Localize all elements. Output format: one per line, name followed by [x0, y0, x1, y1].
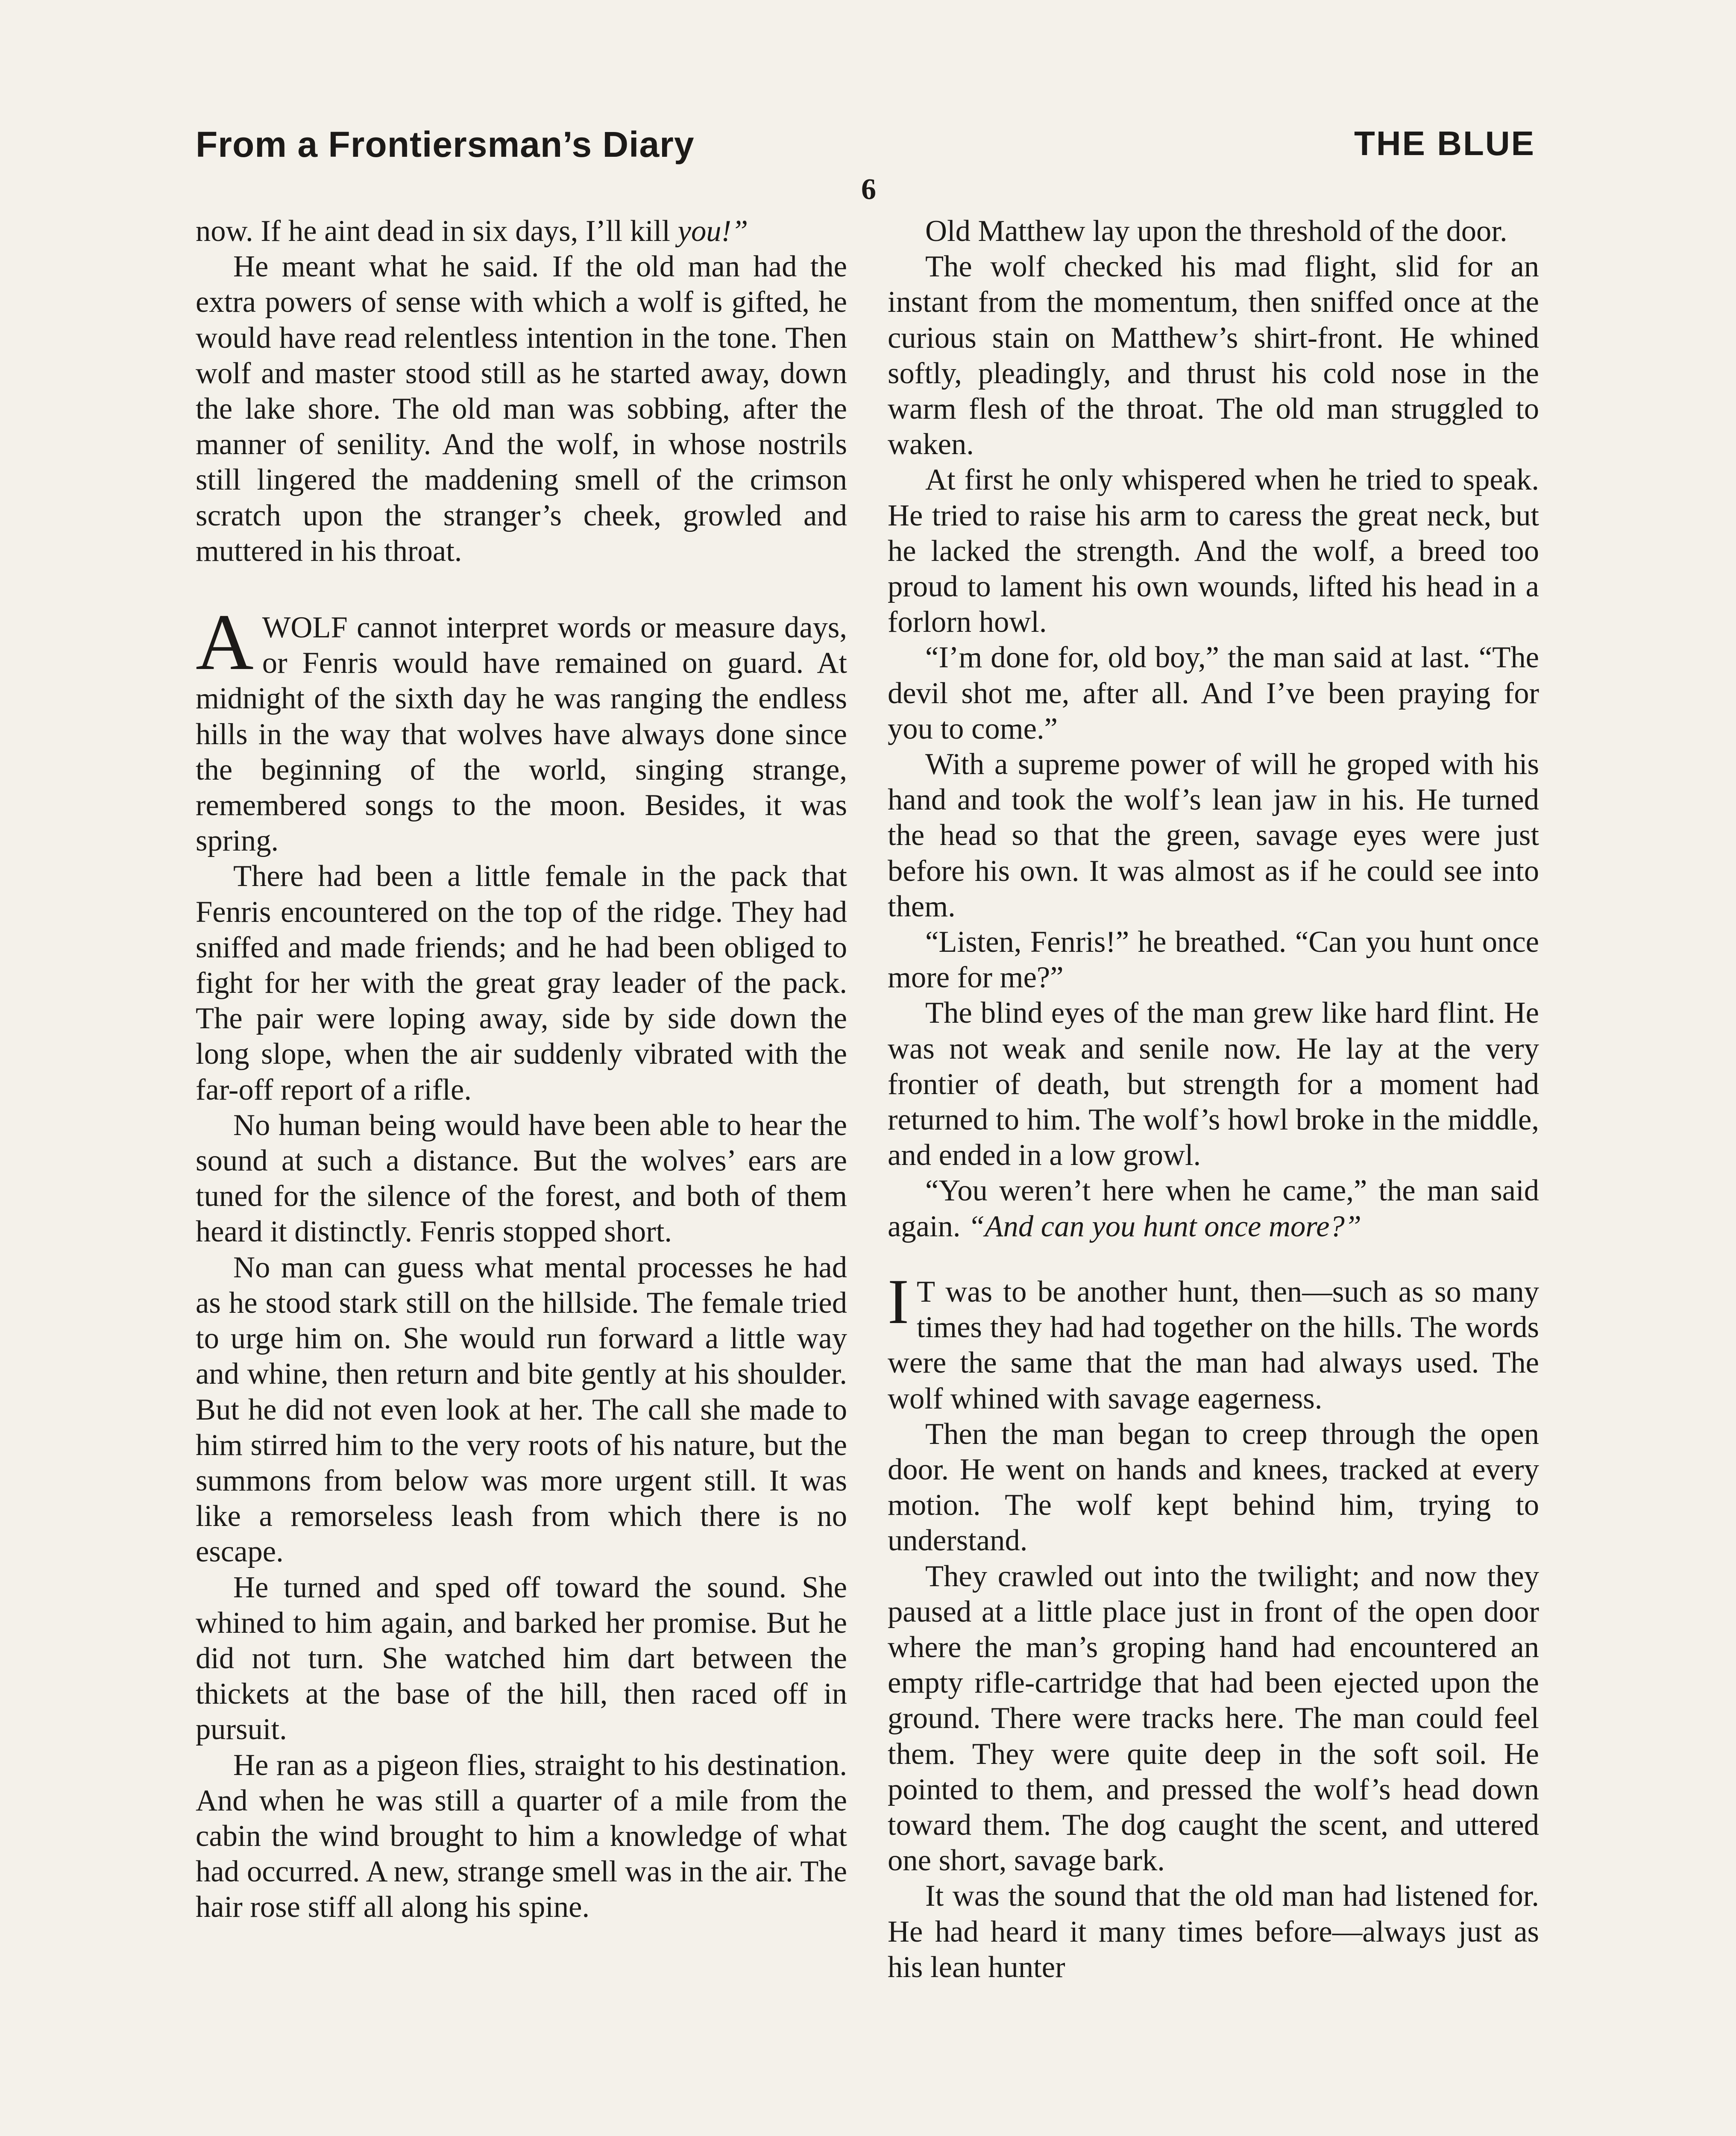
right-column [888, 214, 1539, 1985]
story-title: From a Frontiersman’s Diary [196, 124, 695, 164]
left-column [196, 214, 847, 1925]
paragraph: The wolf checked his mad flight, slid for an instant from the momentum, then sniffed once at the curious stain on Matthew’s shirt-front. He whined softly, pleadingly, and thrust his cold nose in the warm flesh of the throat. The old man struggled to waken. [888, 250, 1539, 461]
paragraph: now. If he aint dead in six days, I’ll kill you!” [196, 214, 748, 248]
paragraph: No human being would have been able to hear the sound at such a distance. But the wolves’ ears are tuned for the silence of the forest, and both of them heard it distinctly. Fenris stopped short. [196, 1108, 847, 1249]
paragraph: Then the man began to creep through the open door. He went on hands and knees, tracked at every motion. The wolf kept behind him, trying to understand. [888, 1417, 1539, 1558]
paragraph: He turned and sped off toward the sound. She whined to him again, and barked her promise. But he did not turn. She watched him dart between the thickets at the base of the hill, then raced off in pursuit. [196, 1570, 847, 1746]
paragraph: He ran as a pigeon flies, straight to his destination. And when he was still a quarter of a mile from the cabin the wind brought to him a knowledge of what had occurred. A new, strange smell was in the air. The hair rose stiff all along his spine. [196, 1748, 847, 1924]
paragraph: “You weren’t here when he came,” the man said again. “And can you hunt once more?” [888, 1174, 1539, 1243]
drop-cap: A [196, 597, 254, 687]
paragraph: The blind eyes of the man grew like hard flint. He was not weak and senile now. He lay at the very frontier of death, but strength for a moment had returned to him. The wolf’s howl broke in the middle, and ended in a low growl. [888, 996, 1539, 1172]
section-opening-paragraph: AWOLF cannot interpret words or measure days, or Fenris would have remained on guard. At midnight of the sixth day he was ranging the endless hills in the way that wolves have always done since the beginning of the world, singing strange, remembered songs to the moon. Besides, it was spring. [196, 597, 847, 858]
drop-cap: I [888, 1266, 909, 1337]
paragraph: Old Matthew lay upon the threshold of the door. [925, 214, 1507, 248]
paragraph: There had been a little female in the pack that Fenris encountered on the top of the ridge. They had sniffed and made friends; and he had been obliged to fight for her with the great gray leader of the pack. The pair were loping away, side by side down the long slope, when the air suddenly vibrated with the far-off report of a rifle. [196, 860, 847, 1106]
paragraph: It was the sound that the old man had listened for. He had heard it many times before—always just as his lean hunter [888, 1879, 1539, 1984]
paragraph: They crawled out into the twilight; and now they paused at a little place just in front of the open door where the man’s groping hand had encountered an empty rifle-cartridge that had been ejected upon the ground. There were tracks here. The man could feel them. They were quite deep in the soft soil. He pointed to them, and pressed the wolf’s head down toward them. The dog caught the scent, and uttered one short, savage bark. [888, 1559, 1539, 1878]
paragraph: He meant what he said. If the old man had the extra powers of sense with which a wolf is gifted, he would have read relentless intention in the tone. Then wolf and master stood still as he started away, down the lake shore. The old man was sobbing, after the manner of senility. And the wolf, in whose nostrils still lingered the maddening smell of the crimson scratch upon the stranger’s cheek, growled and muttered in his throat. [196, 250, 847, 568]
paragraph: “Listen, Fenris!” he breathed. “Can you hunt once more for me?” [888, 925, 1539, 995]
magazine-name: THE BLUE [1354, 124, 1535, 162]
section-opening-paragraph: I T was to be another hunt, then—such as so many times they had had together on the hills. The words were the same that the man had always used. The wolf whined with savage eagerness. [888, 1266, 1539, 1415]
paragraph: No man can guess what mental processes he had as he stood stark still on the hillside. The female tried to urge him on. She would run forward a little way and whine, then return and bite gently at his shoulder. But he did not even look at her. The call she made to him stirred him to the very roots of his nature, but the summons from below was more urgent still. It was like a remorseless leash from which there is no escape. [196, 1250, 847, 1569]
paragraph: At first he only whispered when he tried to speak. He tried to raise his arm to caress the great neck, but he lacked the strength. And the wolf, a breed too proud to lament his own wounds, lifted his head in a forlorn howl. [888, 463, 1539, 639]
page-number: 6 [861, 173, 876, 206]
paragraph: With a supreme power of will he groped with his hand and took the wolf’s lean jaw in his. He turned the head so that the green, savage eyes were just before his own. It was almost as if he could see into them. [888, 748, 1539, 923]
paragraph: “I’m done for, old boy,” the man said at last. “The devil shot me, after all. And I’ve been praying for you to come.” [888, 641, 1539, 745]
